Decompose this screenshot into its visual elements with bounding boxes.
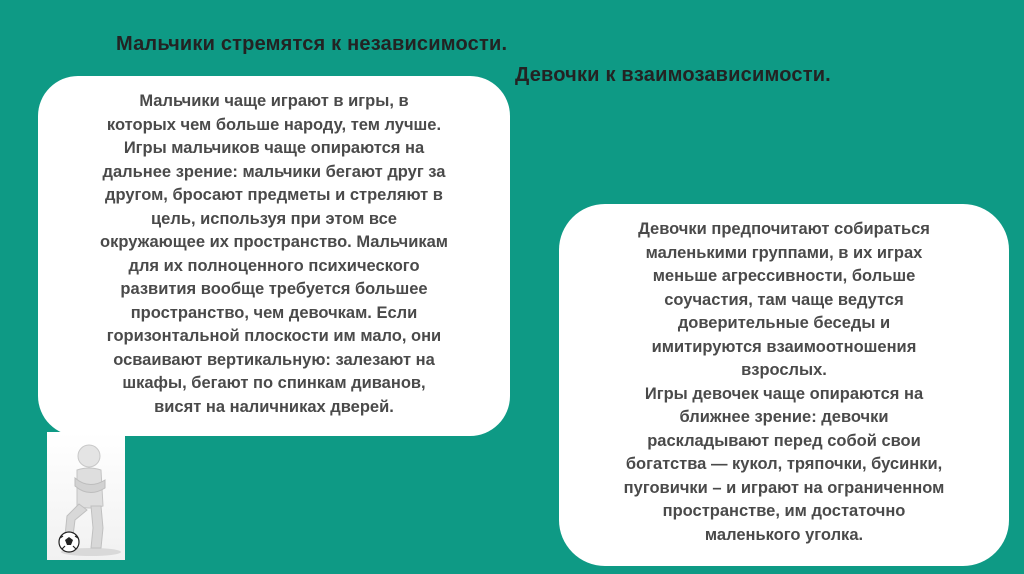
- boys-speech-bubble: [38, 76, 510, 436]
- girls-text: Девочки предпочитают собираться маленькими группами, в их играх меньше агрессивности, больше соучастия, там чаще ведутся доверительные беседы и имитируются взаимоотношения взрослых. Игры девочек чаще опираются на ближнее зрение: девочки раскладывают перед собой свои богатства — кукол, тряпочки, бусинки, пуговички – и играют на ограниченном пространстве, им достаточно маленького уголка.: [623, 220, 945, 544]
- title-boys: Мальчики стремятся к независимости.: [116, 33, 508, 55]
- girls-speech-bubble: [559, 204, 1009, 566]
- figure-with-soccer-ball-icon: [47, 432, 125, 560]
- figure-illustration: [47, 432, 125, 560]
- title-girls: Девочки к взаимозависимости.: [515, 64, 831, 86]
- boys-text: Мальчики чаще играют в игры, в которых чем больше народу, тем лучше. Игры мальчиков чаще опираются на дальнее зрение: мальчики бегают друг за другом, бросают предметы и стреляют в цель, используя при этом все окружающее их пространство. Мальчикам для их полноценного психического развития вообще требуется большее пространство, чем девочкам. Если горизонтальной плоскости им мало, они осваивают вертикальную: залезают на шкафы, бегают по спинкам диванов, висят на наличниках дверей.: [100, 92, 448, 416]
